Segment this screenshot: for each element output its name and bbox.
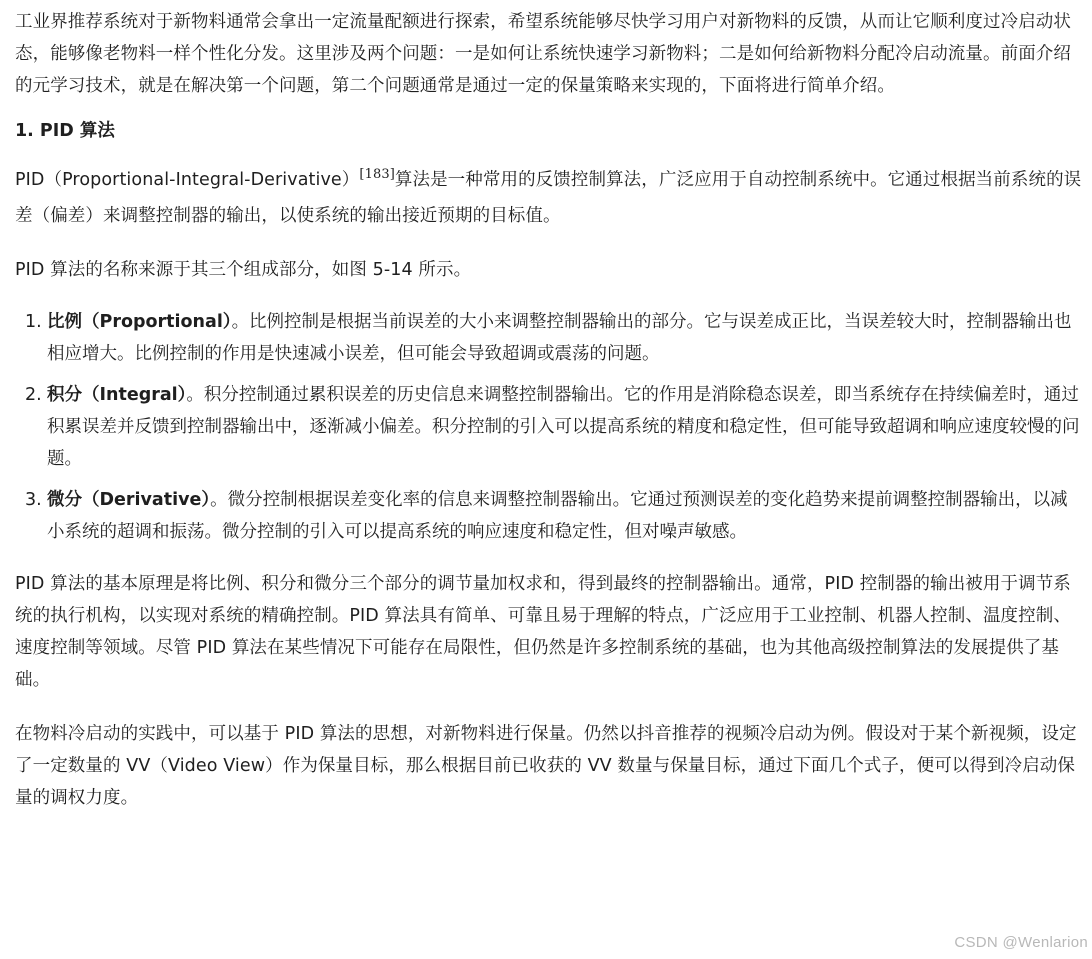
list-item-number: 2. <box>25 385 42 405</box>
list-item-text: 。比例控制是根据当前误差的大小来调整控制器输出的部分。它与误差成正比，当误差较大时，控制器输出也相应增大。比例控制的作用是快速减小误差，但可能会导致超调或震荡的问题。 <box>47 312 1072 364</box>
article-body <box>15 6 1083 814</box>
list-item <box>15 379 1083 475</box>
list-item-number: 1. <box>25 312 42 332</box>
section-heading: 1. PID 算法 <box>15 121 115 141</box>
pid-components-list <box>15 306 1083 548</box>
practice-paragraph: 在物料冷启动的实践中，可以基于 PID 算法的思想，对新物料进行保量。仍然以抖音推荐的视频冷启动为例。假设对于某个新视频，设定了一定数量的 VV（Video View）作为保量目标，那么根据目前已收获的 VV 数量与保量目标，通过下面几个式子，便可以得到冷启动保量的调权力度。 <box>15 724 1077 808</box>
list-item-term: 积分（Integral） <box>47 385 187 405</box>
pid-intro-text-a: PID（Proportional-Integral-Derivative） <box>15 170 360 190</box>
list-item-text: 。积分控制通过累积误差的历史信息来调整控制器输出。它的作用是消除稳态误差，即当系统存在持续偏差时，通过积累误差并反馈到控制器输出中，逐渐减小偏差。积分控制的引入可以提高系统的精度和稳定性，但可能导致超调和响应速度较慢的问题。 <box>47 385 1080 469</box>
list-item-term: 比例（Proportional） <box>47 312 232 332</box>
csdn-watermark: CSDN @Wenlarion <box>954 934 1088 951</box>
pid-intro-paragraph <box>15 162 1083 234</box>
intro-paragraph: 工业界推荐系统对于新物料通常会拿出一定流量配额进行探索，希望系统能够尽快学习用户对新物料的反馈，从而让它顺利度过冷启动状态，能够像老物料一样个性化分发。这里涉及两个问题：一是如何让系统快速学习新物料；二是如何给新物料分配冷启动流量。前面介绍的元学习技术，就是在解决第一个问题，第二个问题通常是通过一定的保量策略来实现的，下面将进行简单介绍。 <box>15 12 1071 96</box>
list-item <box>15 484 1083 548</box>
list-item <box>15 306 1083 370</box>
citation-ref[interactable]: [183] <box>359 167 395 182</box>
list-item-term: 微分（Derivative） <box>47 490 211 510</box>
list-item-number: 3. <box>25 490 42 510</box>
pid-name-paragraph: PID 算法的名称来源于其三个组成部分，如图 5-14 所示。 <box>15 260 472 280</box>
principle-paragraph: PID 算法的基本原理是将比例、积分和微分三个部分的调节量加权求和，得到最终的控制器输出。通常，PID 控制器的输出被用于调节系统的执行机构，以实现对系统的精确控制。PID 算法具有简单、可靠且易于理解的特点，广泛应用于工业控制、机器人控制、温度控制、速度控制等领域。尽管 PID 算法在某些情况下可能存在局限性，但仍然是许多控制系统的基础，也为其他高级控制算法的发展提供了基础。 <box>15 574 1071 690</box>
list-item-text: 。微分控制根据误差变化率的信息来调整控制器输出。它通过预测误差的变化趋势来提前调整控制器输出，以减小系统的超调和振荡。微分控制的引入可以提高系统的响应速度和稳定性，但对噪声敏感。 <box>47 490 1068 542</box>
pid-intro-text-b: 算法是一种常用的反馈控制算法，广泛应用于自动控制系统中。它通过根据当前系统的误差（偏差）来调整控制器的输出，以使系统的输出接近预期的目标值。 <box>15 170 1082 226</box>
